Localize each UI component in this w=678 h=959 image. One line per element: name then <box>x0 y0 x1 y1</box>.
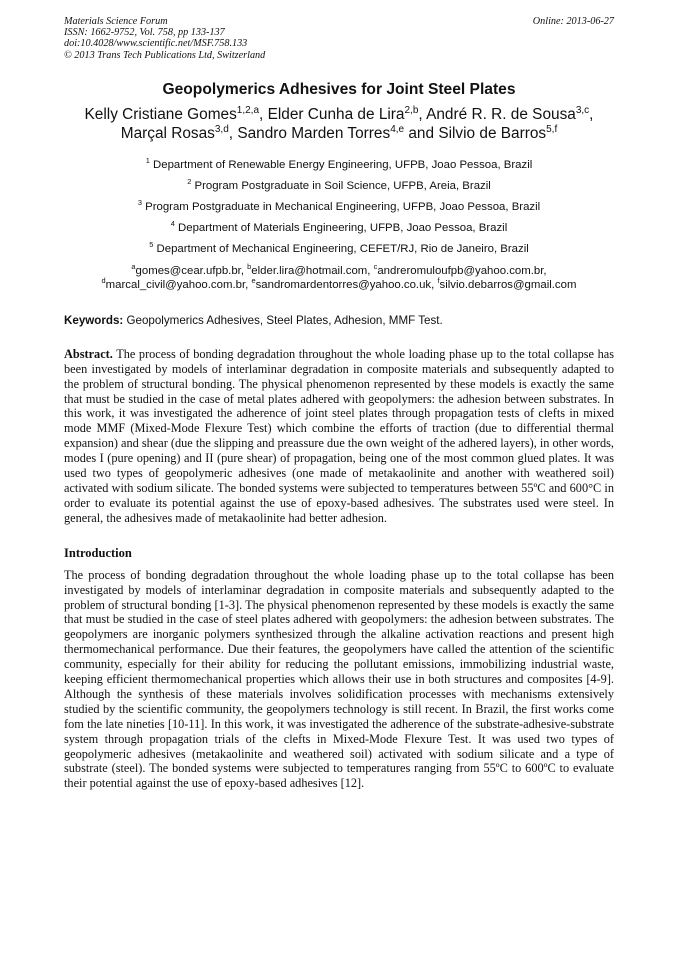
authors-line-2 <box>64 124 614 143</box>
keywords <box>64 314 614 328</box>
affiliation: $^4$ Department of Materials Engineering, UFPB, Joao Pessoa, Brazil <box>170 219 508 234</box>
keywords-label: Keywords: <box>64 313 124 327</box>
journal-header <box>64 16 614 61</box>
author: André R. R. de Sousa$^{3,c}$, <box>426 104 594 123</box>
copyright: © 2013 Trans Tech Publications Ltd, Switzerland <box>64 49 266 61</box>
journal-name: Materials Science Forum <box>64 16 168 27</box>
author-list <box>64 105 614 143</box>
author: Marçal Rosas$^{3,d}$, <box>120 123 238 142</box>
affiliation: $^3$ Program Postgraduate in Mechanical Engineering, UFPB, Joao Pessoa, Brazil <box>137 198 541 213</box>
author: Elder Cunha de Lira$^{2,b}$, <box>267 104 427 123</box>
emails-line-1: $^a$gomes@cear.ufpb.br, $^b$elder.lira@hotmail.com, $^c$andreromuloufpb@yahoo.com.br, <box>131 262 547 277</box>
online-date: Online: 2013-06-27 <box>532 16 614 27</box>
abstract-label: Abstract. <box>64 346 113 361</box>
email-list <box>64 264 614 292</box>
abstract <box>64 347 614 526</box>
affiliation: $^5$ Department of Mechanical Engineering, CEFET/RJ, Rio de Janeiro, Brazil <box>149 240 529 255</box>
affiliation: $^1$ Department of Renewable Energy Engineering, UFPB, Joao Pessoa, Brazil <box>145 156 533 171</box>
introduction-text: The process of bonding degradation throughout the whole loading phase up to the total collapse has been investigated by models of interlaminar degradation in composite materials and subsequently adapted to the problem of structural bonding [1-3]. The physical phenomenon represented by these models is exactly the same that must be studied in the case of steel plates adhered with geopolymers: the adhesion between substrates. The geopolymers are inorganic polymers synthesized through the alkaline activation reactions and present high thermomechanical performance. Due their features, the geopolymers have called the attention of the scientific community, especially for their ability for reducing the pollutant emissions, immobilizing industrial waste, keeping efficient thermomechanical properties which allows their use in both structures and composites [4-9]. Although the synthesis of these materials involves solidification processes with mechanisms extensively studied by the scientific community, the geopolymers technology is still recent. In Brazil, the first works come fom the late nineties [10-11]. In this work, it was investigated the adherence of the substrate-adhesive-substrate system through propagation trials of the clefts in Mixed-Mode Flexure Test. It was used two types of geopolymeric adhesives (metakaolinite and weathered soil) activated with sodium silicate and a type of substrate (steel). The bonded systems were subjected to temperatures ranging from 55ºC to 600ºC to evaluate their potential against the use of epoxy-based adhesives [12]. <box>64 567 614 791</box>
abstract-text: The process of bonding degradation throughout the whole loading phase up to the total collapse has been investigated by models of interlaminar degradation in composite materials and subsequently adapted to the problem of structural bonding. The physical phenomenon represented by these models is exactly the same that must be studied in the case of metal plates adhered with geopolymers: the adhesion between substrates. In this work, it was investigated the adherence of joint steel plates through propagation tests of clefts in mixed mode MMF (Mixed-Mode Flexure Test) which combine the efforts of traction (due to differential thermal expansion) and shear (due the slipping and preassure due the own weight of the adhered layers), in other words, modes I (pure opening) and II (pure shear) of propagation, being one of the most common glued plates. It was used two types of geopolymeric adhesives (one made of metakaolinite and another with weathered soil) activated with sodium silicate. The bonded systems were subjected to temperatures between 55ºC and 600°C in order to evaluate its potential against the use of epoxy-based adhesives. The substrates used were steel. In general, the adhesives made of metakaolinite had better adhesion. <box>64 346 614 525</box>
author: Sandro Marden Torres$^{4,e}$ and <box>237 123 439 142</box>
doi: doi:10.4028/www.scientific.net/MSF.758.133 <box>64 38 248 50</box>
paper-title: Geopolymerics Adhesives for Joint Steel Plates <box>162 80 516 98</box>
keywords-text: Geopolymerics Adhesives, Steel Plates, Adhesion, MMF Test. <box>123 313 443 327</box>
issn: ISSN: 1662-9752, Vol. 758, pp 133-137 <box>64 27 225 39</box>
affiliation-list <box>64 155 614 260</box>
author: Silvio de Barros$^{5,f}$ <box>438 123 558 142</box>
emails-line-2: $^d$marcal_civil@yahoo.com.br, $^e$sandromardentorres@yahoo.co.uk, $^f$silvio.debarros@gmail.com <box>101 276 577 291</box>
authors-line-1 <box>64 105 614 124</box>
affiliation: $^2$ Program Postgraduate in Soil Science, UFPB, Areia, Brazil <box>187 177 491 192</box>
author: Kelly Cristiane Gomes$^{1,2,a}$, <box>84 104 268 123</box>
section-heading-introduction: Introduction <box>64 545 132 560</box>
